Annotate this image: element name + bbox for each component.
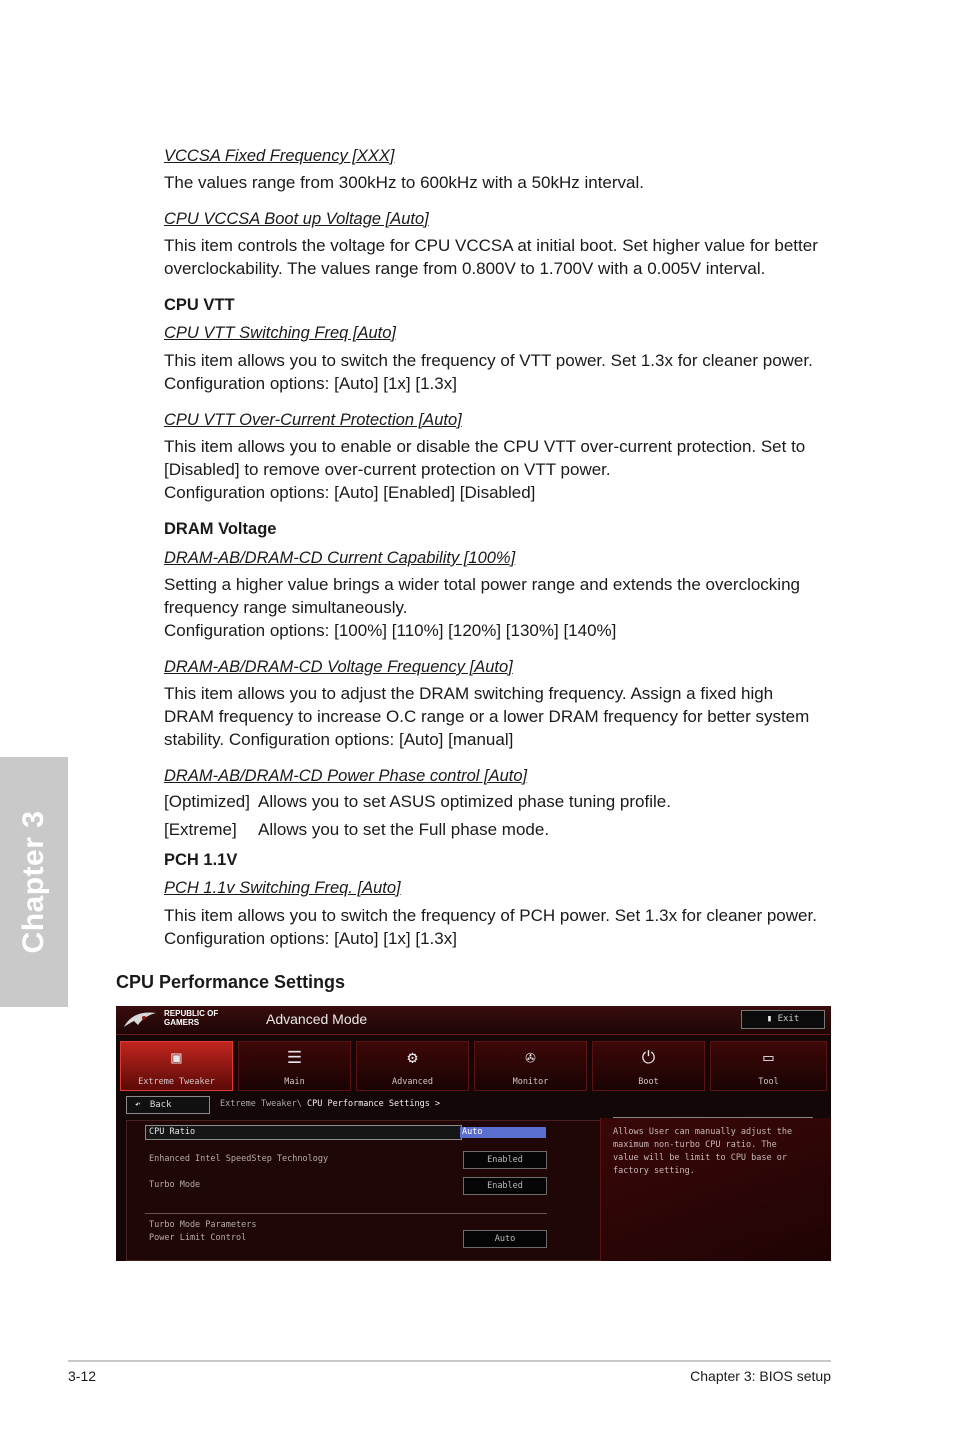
item-title-dram-current-capability: DRAM-AB/DRAM-CD Current Capability [100%] — [164, 549, 516, 567]
item-desc-line: This item controls the voltage for CPU VCCSA at initial boot. Set higher value for better — [164, 236, 818, 255]
section-subheading-pch: PCH 1.1V — [164, 851, 238, 869]
tab-label: Monitor — [512, 1077, 549, 1087]
item-desc: The values range from 300kHz to 600kHz with a 50kHz interval. — [164, 173, 645, 192]
divider — [145, 1213, 547, 1214]
bios-top-bar — [116, 1006, 831, 1035]
exit-icon: ▮ — [766, 1014, 773, 1024]
chapter-tab-label: Chapter 3 — [17, 810, 50, 954]
item-title-vccsa-fixed-frequency: VCCSA Fixed Frequency [XXX] — [164, 147, 395, 165]
advanced-icon: ⚙ — [407, 1048, 418, 1068]
page-number: 3-12 — [68, 1368, 97, 1384]
tab-label: Main — [284, 1077, 305, 1087]
option-text: Allows you to set ASUS optimized phase tuning profile. — [258, 792, 671, 811]
tab-monitor[interactable] — [474, 1041, 587, 1091]
exit-label: Exit — [777, 1014, 800, 1024]
option-row — [164, 820, 764, 843]
turbo-params-label: Turbo Mode Parameters — [149, 1220, 257, 1230]
section-heading-cpu-performance: CPU Performance Settings — [116, 972, 346, 992]
help-line: factory setting. — [613, 1166, 695, 1176]
option-text: Allows you to set the Full phase mode. — [258, 820, 550, 839]
item-desc-line: Configuration options: [100%] [110%] [120%] [130%] [140%] — [164, 621, 617, 640]
option-key: [Extreme] — [164, 820, 237, 839]
back-label: Back — [149, 1100, 172, 1110]
rog-brand-text — [164, 1009, 218, 1027]
help-text — [613, 1126, 813, 1178]
breadcrumb-parent[interactable]: Extreme Tweaker\ — [220, 1099, 302, 1109]
option-row — [164, 792, 764, 815]
turbo-mode-value[interactable]: Enabled — [463, 1177, 547, 1195]
mode-title: Advanced Mode — [266, 1011, 368, 1027]
item-title-dram-voltage-frequency: DRAM-AB/DRAM-CD Voltage Frequency [Auto] — [164, 658, 513, 676]
help-line: maximum non-turbo CPU ratio. The — [613, 1140, 777, 1150]
list-icon: ☰ — [286, 1048, 303, 1068]
item-desc-line: This item allows you to switch the frequency of PCH power. Set 1.3x for cleaner power. — [164, 906, 817, 925]
tab-boot[interactable] — [592, 1041, 705, 1091]
item-title-cpu-vccsa-boot-voltage: CPU VCCSA Boot up Voltage [Auto] — [164, 210, 429, 228]
turbo-mode-label: Turbo Mode — [149, 1180, 201, 1190]
tab-extreme-tweaker[interactable] — [120, 1041, 233, 1091]
bios-screenshot — [116, 1006, 831, 1261]
breadcrumb — [220, 1099, 440, 1109]
help-divider — [613, 1117, 813, 1118]
rog-logo-icon — [122, 1009, 158, 1031]
tab-label: Extreme Tweaker — [138, 1077, 215, 1087]
item-desc-line: Configuration options: [Auto] [1x] [1.3x] — [164, 374, 457, 393]
tab-label: Tool — [758, 1077, 779, 1087]
breadcrumb-current: CPU Performance Settings > — [307, 1099, 441, 1109]
item-desc-line: This item allows you to adjust the DRAM switching frequency. Assign a fixed high — [164, 684, 774, 703]
power-limit-label: Power Limit Control — [149, 1233, 247, 1243]
bios-tab-bar — [120, 1041, 828, 1091]
item-desc-line: Setting a higher value brings a wider total power range and extends the overclocking — [164, 575, 800, 594]
brand-line: GAMERS — [164, 1018, 200, 1027]
section-subheading-dram-voltage: DRAM Voltage — [164, 520, 277, 538]
exit-button[interactable] — [741, 1010, 825, 1029]
item-desc-line: stability. Configuration options: [Auto] [manual] — [164, 730, 514, 749]
footer-rule — [68, 1360, 831, 1362]
item-title-pch-switching-freq: PCH 1.1v Switching Freq. [Auto] — [164, 879, 401, 897]
tab-tool[interactable] — [710, 1041, 827, 1091]
section-subheading-cpu-vtt: CPU VTT — [164, 296, 235, 314]
item-desc-line: This item allows you to switch the frequency of VTT power. Set 1.3x for cleaner power. — [164, 351, 813, 370]
item-desc-line: DRAM frequency to increase O.C range or a lower DRAM frequency for better system — [164, 707, 810, 726]
power-limit-value[interactable]: Auto — [463, 1230, 547, 1248]
item-desc-line: This item allows you to enable or disable the CPU VTT over-current protection. Set to — [164, 437, 806, 456]
option-key: [Optimized] — [164, 792, 250, 811]
tab-main[interactable] — [238, 1041, 351, 1091]
extreme-tweaker-icon: ▣ — [171, 1048, 182, 1068]
item-title-cpu-vtt-ocp: CPU VTT Over-Current Protection [Auto] — [164, 411, 462, 429]
tab-advanced[interactable] — [356, 1041, 469, 1091]
tool-icon: ▭ — [763, 1048, 774, 1068]
help-line: value will be limit to CPU base or — [613, 1153, 787, 1163]
monitor-icon: ✇ — [525, 1048, 536, 1068]
item-desc-line: Configuration options: [Auto] [1x] [1.3x] — [164, 929, 457, 948]
item-desc-line: frequency range simultaneously. — [164, 598, 408, 617]
item-title-cpu-vtt-switching-freq: CPU VTT Switching Freq [Auto] — [164, 324, 396, 342]
speedstep-value[interactable]: Enabled — [463, 1151, 547, 1169]
footer-chapter-title: Chapter 3: BIOS setup — [690, 1368, 831, 1384]
cpu-ratio-row[interactable]: CPU Ratio — [145, 1125, 462, 1140]
item-desc-line: Configuration options: [Auto] [Enabled] [Disabled] — [164, 483, 536, 502]
tab-label: Advanced — [392, 1077, 433, 1087]
back-button[interactable] — [126, 1096, 210, 1114]
power-icon: ⏻ — [641, 1048, 656, 1068]
chapter-tab — [0, 757, 68, 1007]
item-title-dram-power-phase-control: DRAM-AB/DRAM-CD Power Phase control [Auto] — [164, 767, 528, 785]
item-desc-line: overclockability. The values range from 0.800V to 1.700V with a 0.005V interval. — [164, 259, 766, 278]
back-arrow-icon: ↶ — [135, 1100, 141, 1110]
brand-line: REPUBLIC OF — [164, 1009, 219, 1018]
speedstep-label: Enhanced Intel SpeedStep Technology — [149, 1154, 329, 1164]
help-line: Allows User can manually adjust the — [613, 1127, 793, 1137]
cpu-ratio-value[interactable]: Auto — [460, 1127, 546, 1138]
item-desc-line: [Disabled] to remove over-current protection on VTT power. — [164, 460, 611, 479]
tab-label: Boot — [638, 1077, 659, 1087]
